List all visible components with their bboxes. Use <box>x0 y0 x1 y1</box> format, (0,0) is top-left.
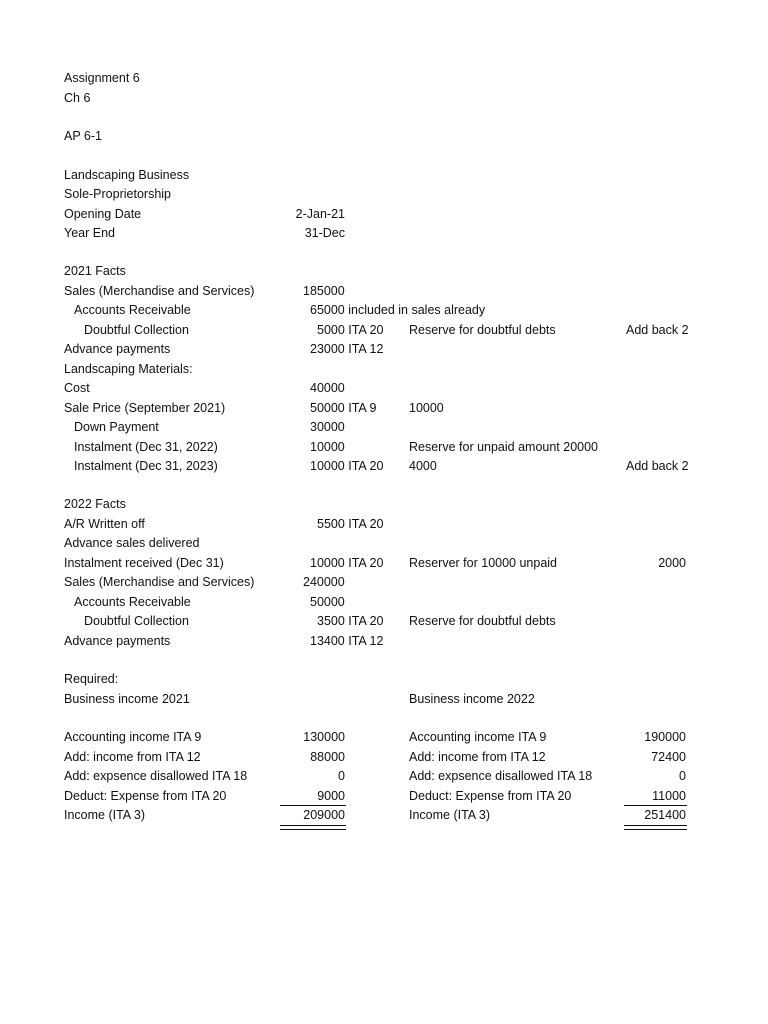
year-end-label: Year End <box>64 226 115 240</box>
opening-date-label: Opening Date <box>64 207 142 221</box>
income-2021-label: Add: expsence disallowed ITA 18 <box>64 769 248 783</box>
table-row <box>0 438 768 457</box>
fact-value: 10000 ITA 20 <box>310 556 384 570</box>
assignment-title: Assignment 6 <box>64 71 140 85</box>
row-required <box>0 670 768 689</box>
fact-label: Advance payments <box>64 342 171 356</box>
fact-value: 10000 ITA 20 <box>310 459 384 473</box>
fact-label: Doubtful Collection <box>84 614 189 628</box>
fact-note: Reserve for unpaid amount 20000 <box>409 440 599 454</box>
fact-label: Advance sales delivered <box>64 536 200 550</box>
row-chapter <box>0 89 768 108</box>
income-2021-label: Deduct: Expense from ITA 20 <box>64 789 227 803</box>
problem-label: AP 6-1 <box>64 129 102 143</box>
table-row <box>0 787 768 806</box>
table-row <box>0 321 768 340</box>
table-row-total <box>0 806 768 825</box>
row-2022-title <box>0 495 768 514</box>
fact-value: 65000 included in sales already <box>310 303 486 317</box>
fact-label: Accounts Receivable <box>74 303 191 317</box>
fact-label: Advance payments <box>64 634 171 648</box>
table-row <box>0 767 768 786</box>
row-business-name <box>0 166 768 185</box>
fact-value: 30000 <box>310 420 345 434</box>
income-2022-value: 72400 <box>651 750 686 764</box>
income-2021-label: Accounting income ITA 9 <box>64 730 202 744</box>
fact-extra: Add back 2 <box>626 459 689 473</box>
table-row <box>0 360 768 379</box>
income-2021-total-label: Income (ITA 3) <box>64 808 146 822</box>
income-2021-label: Add: income from ITA 12 <box>64 750 201 764</box>
row-problem <box>0 127 768 146</box>
table-row <box>0 612 768 631</box>
income-2022-total-label: Income (ITA 3) <box>409 808 491 822</box>
fact-label: A/R Written off <box>64 517 145 531</box>
fact-label: Instalment (Dec 31, 2023) <box>74 459 218 473</box>
fact-note: 4000 <box>409 459 437 473</box>
table-row <box>0 728 768 747</box>
fact-extra: Add back 2 <box>626 323 689 337</box>
business-name: Landscaping Business <box>64 168 190 182</box>
table-row <box>0 554 768 573</box>
row-opening-date <box>0 205 768 224</box>
fact-value: 185000 <box>303 284 345 298</box>
income-2022-label: Deduct: Expense from ITA 20 <box>409 789 572 803</box>
opening-date-value: 2-Jan-21 <box>295 207 345 221</box>
income-2022-title: Business income 2022 <box>409 692 535 706</box>
income-2021-value: 130000 <box>303 730 345 744</box>
table-row <box>0 399 768 418</box>
facts-2021-title: 2021 Facts <box>64 264 126 278</box>
income-2022-value: 11000 <box>652 789 686 803</box>
income-2021-value: 0 <box>338 769 345 783</box>
row-income-titles <box>0 690 768 709</box>
required-label: Required: <box>64 672 119 686</box>
income-2022-label: Accounting income ITA 9 <box>409 730 547 744</box>
income-2022-label: Add: income from ITA 12 <box>409 750 546 764</box>
fact-note: 10000 <box>409 401 444 415</box>
year-end-value: 31-Dec <box>304 226 345 240</box>
business-type: Sole-Proprietorship <box>64 187 171 201</box>
row-2021-title <box>0 262 768 281</box>
fact-value: 23000 ITA 12 <box>310 342 384 356</box>
table-row <box>0 301 768 320</box>
fact-value: 5000 ITA 20 <box>317 323 384 337</box>
table-row <box>0 573 768 592</box>
total-double-rule-2021 <box>280 825 346 830</box>
fact-value: 50000 ITA 9 <box>310 401 377 415</box>
income-2021-total-value: 209000 <box>303 808 345 822</box>
fact-label: Doubtful Collection <box>84 323 189 337</box>
fact-note: Reserve for doubtful debts <box>409 614 556 628</box>
table-row <box>0 534 768 553</box>
table-row <box>0 457 768 476</box>
fact-label: Sales (Merchandise and Services) <box>64 575 255 589</box>
table-row <box>0 593 768 612</box>
fact-label: Instalment received (Dec 31) <box>64 556 224 570</box>
fact-label: Landscaping Materials: <box>64 362 193 376</box>
fact-label: Down Payment <box>74 420 159 434</box>
fact-label: Sale Price (September 2021) <box>64 401 226 415</box>
table-row <box>0 515 768 534</box>
chapter-label: Ch 6 <box>64 91 91 105</box>
fact-note: Reserver for 10000 unpaid <box>409 556 558 570</box>
fact-value: 13400 ITA 12 <box>310 634 384 648</box>
row-business-type <box>0 185 768 204</box>
income-2021-title: Business income 2021 <box>64 692 190 706</box>
table-row <box>0 379 768 398</box>
fact-extra: 2000 <box>658 556 686 570</box>
income-2022-value: 190000 <box>644 730 686 744</box>
facts-2022-title: 2022 Facts <box>64 497 126 511</box>
income-2021-value: 88000 <box>310 750 345 764</box>
table-row <box>0 632 768 651</box>
fact-label: Accounts Receivable <box>74 595 191 609</box>
fact-value: 50000 <box>310 595 345 609</box>
row-year-end <box>0 224 768 243</box>
income-2021-value: 9000 <box>317 789 345 803</box>
total-double-rule-2022 <box>624 825 687 830</box>
fact-value: 5500 ITA 20 <box>317 517 384 531</box>
income-2022-total-value: 251400 <box>644 808 686 822</box>
income-2022-value: 0 <box>679 769 686 783</box>
fact-value: 240000 <box>303 575 345 589</box>
fact-label: Sales (Merchandise and Services) <box>64 284 255 298</box>
fact-value: 40000 <box>310 381 345 395</box>
row-assignment <box>0 69 768 88</box>
fact-note: Reserve for doubtful debts <box>409 323 556 337</box>
table-row <box>0 340 768 359</box>
table-row <box>0 282 768 301</box>
fact-label: Cost <box>64 381 90 395</box>
fact-value: 10000 <box>310 440 345 454</box>
table-row <box>0 748 768 767</box>
income-2022-label: Add: expsence disallowed ITA 18 <box>409 769 593 783</box>
fact-value: 3500 ITA 20 <box>317 614 384 628</box>
table-row <box>0 418 768 437</box>
fact-label: Instalment (Dec 31, 2022) <box>74 440 218 454</box>
